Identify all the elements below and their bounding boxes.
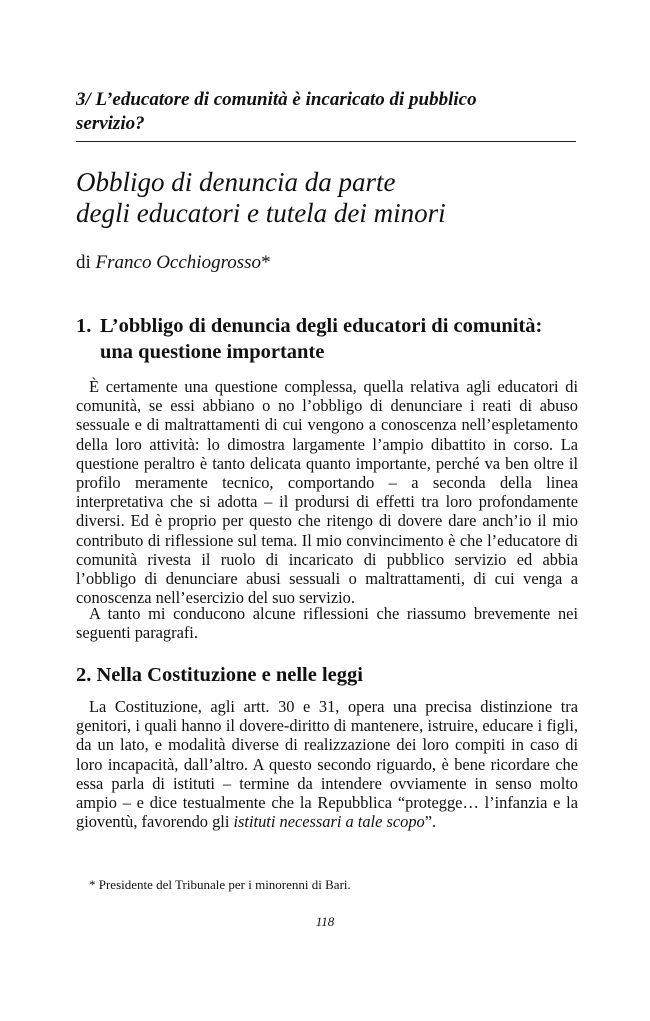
section-2-paragraph-italic: istituti necessari a tale scopo (233, 812, 425, 832)
section-header-line-2: servizio? (76, 113, 145, 134)
section-1-heading (76, 313, 581, 365)
section-1-heading-line-2: una questione importante (100, 341, 325, 363)
header-divider (76, 141, 576, 142)
section-2-heading: 2. Nella Costituzione e nelle leggi (76, 664, 363, 686)
footnote: * Presidente del Tribunale per i minorenni di Bari. (89, 877, 351, 892)
article-title-line-1: Obbligo di denuncia da parte (76, 167, 396, 197)
section-1-paragraph-1: È certamente una questione complessa, quella relativa agli educatori di comunità, se essi abbiano o no l’obbligo di denunciare i reati di abuso sessuale e di maltrattamenti di cui vengono a conoscenza nell’espletamento della loro attività: lo dimostra largamente l’ampio dibattito in corso. La questione peraltro è tanto delicata quanto importante, perché va ben oltre il profilo meramente tecnico, comportando – a seconda della linea interpretativa che si adotta – il prodursi di effetti tra loro profondamente diversi. Ed è proprio per questo che ritengo di dovere dare anch’io il mio contributo di riflessione sul tema. Il mio convincimento è che l’educatore di comunità rivesta il ruolo di incaricato di pubblico servizio ed abbia l’obbligo di denunciare abusi sessuali o maltrattamenti, di cui venga a conoscenza nell’esercizio del suo servizio. (76, 377, 578, 608)
section-header-line-1: 3/ L’educatore di comunità è incaricato di pubblico (76, 89, 477, 110)
author-name: Franco Occhiogrosso (95, 252, 262, 273)
section-1-number: 1. (76, 315, 92, 337)
section-1-heading-line-1: L’obbligo di denuncia degli educatori di comunità: (100, 315, 543, 337)
article-title (76, 167, 576, 229)
section-2-paragraph-text: La Costituzione, agli artt. 30 e 31, opera una precisa distinzione tra genitori, i quali hanno il dovere-diritto di mantenere, istruire, educare i figli, da un lato, e modalità diverse di realizzazione dei loro compiti in caso di loro incapacità, dall’altro. A questo secondo riguardo, è bene ricordare che essa parla di istituti – termine da intendere ovviamente in senso molto ampio – e dice testualmente che la Repubblica “protegge… l’infanzia e la gioventù, favorendo gli (76, 697, 578, 832)
section-2-paragraph-1 (76, 697, 578, 831)
section-2-paragraph-end: ”. (424, 812, 437, 832)
section-header (76, 88, 576, 136)
author-footnote-mark: * (261, 252, 271, 273)
page-number: 118 (315, 914, 335, 929)
section-1-paragraph-2: A tanto mi conducono alcune riflessioni che riassumo brevemente nei seguenti paragrafi. (76, 604, 578, 643)
article-title-line-2: degli educatori e tutela dei minori (76, 198, 446, 228)
byline-prefix: di (76, 252, 96, 273)
byline (76, 251, 576, 275)
